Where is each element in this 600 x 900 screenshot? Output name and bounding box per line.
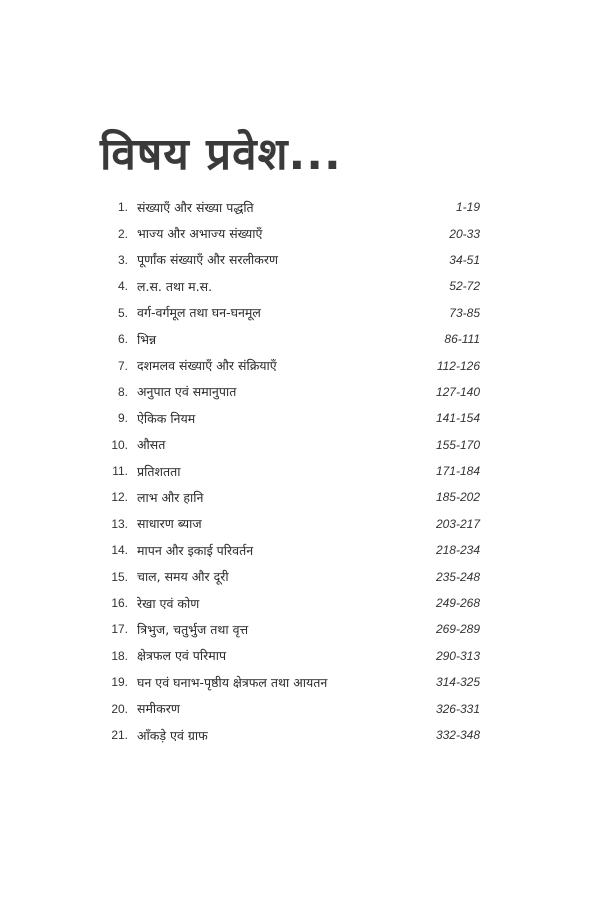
chapter-number: 8. — [117, 384, 128, 399]
chapter-number: 7. — [117, 358, 128, 373]
toc-entry — [100, 643, 480, 669]
chapter-page-range: 34-51 — [449, 252, 480, 267]
toc-entry — [100, 432, 480, 458]
toc-entry — [100, 220, 480, 246]
chapter-page-range: 1-19 — [455, 200, 480, 215]
toc-entry — [100, 484, 480, 510]
toc-entry — [100, 616, 480, 642]
chapter-title: भाज्य और अभाज्य संख्याएँ — [137, 226, 263, 242]
chapter-page-range: 314-325 — [435, 675, 480, 690]
chapter-title: चाल, समय और दूरी — [137, 569, 229, 585]
chapter-number: 15. — [111, 569, 128, 584]
chapter-number: 21. — [111, 728, 128, 742]
chapter-title: समीकरण — [137, 701, 180, 717]
toc-entry — [100, 537, 480, 563]
toc-entry — [100, 590, 480, 616]
chapter-page-range: 269-289 — [435, 622, 480, 637]
chapter-page-range: 52-72 — [449, 279, 480, 294]
chapter-number: 11. — [112, 464, 128, 479]
chapter-title: संख्याएँ और संख्या पद्धति — [137, 199, 254, 215]
chapter-number: 9. — [117, 411, 128, 426]
chapter-page-range: 326-331 — [435, 701, 480, 716]
chapter-number: 13. — [111, 516, 128, 531]
chapter-page-range: 185-202 — [435, 490, 480, 505]
chapter-number: 3. — [117, 252, 128, 267]
chapter-number: 5. — [117, 305, 128, 320]
chapter-number: 6. — [117, 332, 128, 347]
chapter-title: त्रिभुज, चतुर्भुज तथा वृत्त — [137, 621, 249, 637]
chapter-number: 12. — [111, 490, 128, 505]
chapter-number: 17. — [111, 622, 128, 637]
chapter-title: दशमलव संख्याएँ और संक्रियाएँ — [137, 358, 277, 374]
chapter-title: प्रतिशतता — [137, 463, 181, 479]
chapter-number: 20. — [111, 701, 128, 716]
chapter-page-range: 290-313 — [435, 648, 480, 663]
toc-entry — [100, 669, 480, 695]
chapter-title: औसत — [137, 437, 166, 453]
chapter-page-range: 112-126 — [436, 358, 480, 373]
chapter-title: घन एवं घनाभ-पृष्ठीय क्षेत्रफल तथा आयतन — [137, 674, 328, 690]
toc-entry — [100, 326, 480, 352]
chapter-page-range: 86-111 — [444, 332, 480, 347]
chapter-page-range: 332-348 — [435, 728, 480, 742]
chapter-page-range: 141-154 — [435, 411, 480, 426]
chapter-title: वर्ग-वर्गमूल तथा घन-घनमूल — [137, 305, 261, 321]
toc-entry — [100, 352, 480, 378]
chapter-page-range: 73-85 — [449, 305, 480, 320]
page-title: विषय प्रवेश... — [100, 129, 342, 180]
chapter-page-range: 20-33 — [449, 226, 480, 241]
chapter-title: पूर्णांक संख्याएँ और सरलीकरण — [137, 252, 278, 268]
chapter-title: मापन और इकाई परिवर्तन — [137, 542, 254, 558]
chapter-number: 16. — [111, 596, 128, 611]
chapter-title: ल.स. तथा म.स. — [137, 278, 213, 294]
chapter-number: 19. — [111, 675, 128, 690]
toc-entry — [100, 273, 480, 299]
chapter-number: 10. — [111, 437, 128, 452]
chapter-number: 1. — [117, 200, 128, 215]
chapter-title: ऐकिक नियम — [137, 410, 196, 426]
chapter-number: 14. — [111, 543, 128, 558]
chapter-page-range: 127-140 — [435, 384, 480, 399]
chapter-page-range: 155-170 — [435, 437, 480, 452]
toc-entry — [100, 247, 480, 273]
toc-entry — [100, 563, 480, 589]
chapter-title: भिन्न — [137, 331, 157, 347]
chapter-number: 2. — [117, 226, 128, 241]
chapter-title: साधारण ब्याज — [137, 516, 202, 532]
chapter-page-range: 171-184 — [435, 464, 480, 479]
chapter-title: अनुपात एवं समानुपात — [137, 384, 237, 400]
toc-entry — [100, 458, 480, 484]
chapter-title: आँकड़े एवं ग्राफ — [137, 727, 208, 743]
toc-entry — [100, 405, 480, 431]
chapter-page-range: 235-248 — [435, 569, 480, 584]
chapter-title: रेखा एवं कोण — [137, 595, 200, 611]
chapter-page-range: 249-268 — [435, 596, 480, 611]
toc-entry — [100, 722, 480, 748]
chapter-number: 4. — [117, 279, 128, 294]
toc-entry — [100, 695, 480, 721]
table-of-contents — [100, 194, 480, 748]
chapter-page-range: 203-217 — [435, 516, 480, 531]
chapter-number: 18. — [111, 648, 128, 663]
toc-entry — [100, 379, 480, 405]
toc-entry — [100, 194, 480, 220]
chapter-page-range: 218-234 — [435, 543, 480, 558]
toc-entry — [100, 511, 480, 537]
chapter-title: क्षेत्रफल एवं परिमाप — [137, 648, 227, 664]
toc-entry — [100, 300, 480, 326]
chapter-title: लाभ और हानि — [137, 489, 204, 505]
